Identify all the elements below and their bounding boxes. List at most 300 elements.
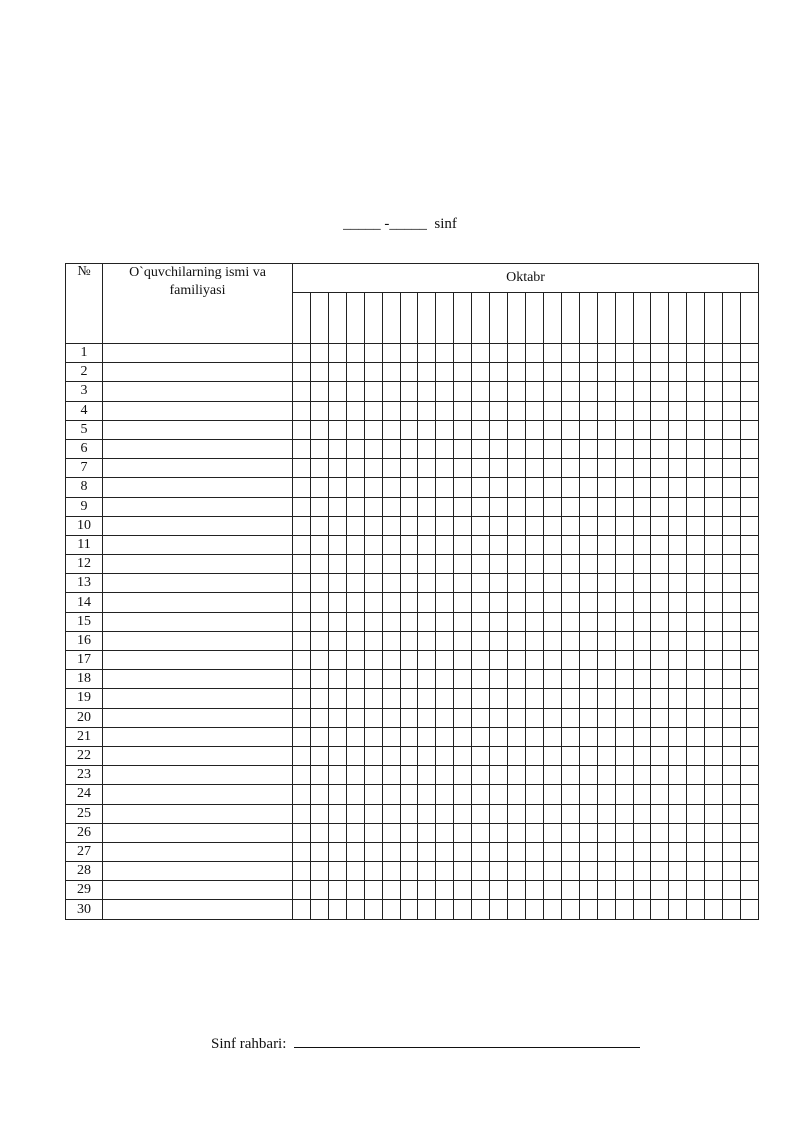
attendance-cell[interactable] (579, 478, 597, 497)
attendance-cell[interactable] (310, 593, 328, 612)
attendance-cell[interactable] (436, 363, 454, 382)
attendance-cell[interactable] (472, 363, 490, 382)
attendance-cell[interactable] (741, 612, 759, 631)
student-name-cell[interactable] (103, 612, 293, 631)
attendance-cell[interactable] (669, 842, 687, 861)
attendance-cell[interactable] (669, 574, 687, 593)
attendance-cell[interactable] (597, 670, 615, 689)
attendance-cell[interactable] (651, 804, 669, 823)
attendance-cell[interactable] (364, 727, 382, 746)
attendance-cell[interactable] (454, 420, 472, 439)
attendance-cell[interactable] (293, 823, 311, 842)
attendance-cell[interactable] (597, 401, 615, 420)
attendance-cell[interactable] (508, 344, 526, 363)
attendance-cell[interactable] (561, 900, 579, 919)
attendance-cell[interactable] (418, 401, 436, 420)
student-name-cell[interactable] (103, 900, 293, 919)
attendance-cell[interactable] (364, 689, 382, 708)
student-name-cell[interactable] (103, 727, 293, 746)
attendance-cell[interactable] (705, 900, 723, 919)
attendance-cell[interactable] (310, 401, 328, 420)
attendance-cell[interactable] (364, 862, 382, 881)
attendance-cell[interactable] (579, 766, 597, 785)
attendance-cell[interactable] (293, 842, 311, 861)
attendance-cell[interactable] (364, 516, 382, 535)
attendance-cell[interactable] (400, 900, 418, 919)
attendance-cell[interactable] (490, 516, 508, 535)
attendance-cell[interactable] (741, 439, 759, 458)
attendance-cell[interactable] (454, 823, 472, 842)
attendance-cell[interactable] (346, 823, 364, 842)
attendance-cell[interactable] (490, 497, 508, 516)
attendance-cell[interactable] (723, 574, 741, 593)
attendance-cell[interactable] (418, 344, 436, 363)
attendance-cell[interactable] (543, 382, 561, 401)
attendance-cell[interactable] (293, 535, 311, 554)
attendance-cell[interactable] (293, 804, 311, 823)
attendance-cell[interactable] (472, 535, 490, 554)
attendance-cell[interactable] (561, 823, 579, 842)
attendance-cell[interactable] (669, 708, 687, 727)
attendance-cell[interactable] (741, 363, 759, 382)
attendance-cell[interactable] (579, 689, 597, 708)
attendance-cell[interactable] (597, 823, 615, 842)
attendance-cell[interactable] (651, 670, 669, 689)
student-name-cell[interactable] (103, 516, 293, 535)
attendance-cell[interactable] (508, 900, 526, 919)
attendance-cell[interactable] (310, 420, 328, 439)
attendance-cell[interactable] (615, 344, 633, 363)
attendance-cell[interactable] (490, 804, 508, 823)
attendance-cell[interactable] (579, 363, 597, 382)
attendance-cell[interactable] (525, 497, 543, 516)
attendance-cell[interactable] (328, 631, 346, 650)
attendance-cell[interactable] (472, 555, 490, 574)
student-name-cell[interactable] (103, 363, 293, 382)
attendance-cell[interactable] (705, 420, 723, 439)
attendance-cell[interactable] (328, 516, 346, 535)
attendance-cell[interactable] (687, 459, 705, 478)
attendance-cell[interactable] (723, 459, 741, 478)
attendance-cell[interactable] (723, 746, 741, 765)
attendance-cell[interactable] (328, 881, 346, 900)
attendance-cell[interactable] (669, 881, 687, 900)
attendance-cell[interactable] (651, 555, 669, 574)
student-name-cell[interactable] (103, 862, 293, 881)
attendance-cell[interactable] (418, 631, 436, 650)
attendance-cell[interactable] (633, 746, 651, 765)
attendance-cell[interactable] (669, 344, 687, 363)
attendance-cell[interactable] (543, 631, 561, 650)
attendance-cell[interactable] (418, 555, 436, 574)
attendance-cell[interactable] (400, 612, 418, 631)
attendance-cell[interactable] (328, 900, 346, 919)
attendance-cell[interactable] (400, 459, 418, 478)
attendance-cell[interactable] (400, 631, 418, 650)
attendance-cell[interactable] (364, 382, 382, 401)
attendance-cell[interactable] (687, 842, 705, 861)
attendance-cell[interactable] (669, 766, 687, 785)
attendance-cell[interactable] (705, 785, 723, 804)
attendance-cell[interactable] (543, 497, 561, 516)
attendance-cell[interactable] (633, 708, 651, 727)
attendance-cell[interactable] (687, 497, 705, 516)
attendance-cell[interactable] (508, 881, 526, 900)
attendance-cell[interactable] (705, 497, 723, 516)
attendance-cell[interactable] (328, 766, 346, 785)
attendance-cell[interactable] (525, 689, 543, 708)
attendance-cell[interactable] (418, 823, 436, 842)
attendance-cell[interactable] (382, 555, 400, 574)
attendance-cell[interactable] (705, 535, 723, 554)
attendance-cell[interactable] (508, 689, 526, 708)
attendance-cell[interactable] (400, 708, 418, 727)
attendance-cell[interactable] (472, 881, 490, 900)
attendance-cell[interactable] (651, 651, 669, 670)
attendance-cell[interactable] (490, 439, 508, 458)
attendance-cell[interactable] (472, 439, 490, 458)
attendance-cell[interactable] (705, 708, 723, 727)
attendance-cell[interactable] (597, 862, 615, 881)
attendance-cell[interactable] (346, 401, 364, 420)
attendance-cell[interactable] (472, 631, 490, 650)
attendance-cell[interactable] (454, 344, 472, 363)
attendance-cell[interactable] (346, 862, 364, 881)
attendance-cell[interactable] (633, 766, 651, 785)
attendance-cell[interactable] (687, 727, 705, 746)
attendance-cell[interactable] (561, 420, 579, 439)
attendance-cell[interactable] (436, 785, 454, 804)
attendance-cell[interactable] (615, 670, 633, 689)
attendance-cell[interactable] (741, 401, 759, 420)
attendance-cell[interactable] (687, 689, 705, 708)
attendance-cell[interactable] (525, 363, 543, 382)
attendance-cell[interactable] (723, 535, 741, 554)
attendance-cell[interactable] (346, 382, 364, 401)
attendance-cell[interactable] (669, 746, 687, 765)
attendance-cell[interactable] (508, 574, 526, 593)
student-name-cell[interactable] (103, 823, 293, 842)
attendance-cell[interactable] (490, 842, 508, 861)
attendance-cell[interactable] (490, 746, 508, 765)
attendance-cell[interactable] (561, 363, 579, 382)
attendance-cell[interactable] (436, 401, 454, 420)
day-header-cell[interactable] (418, 293, 436, 344)
attendance-cell[interactable] (741, 382, 759, 401)
attendance-cell[interactable] (454, 401, 472, 420)
attendance-cell[interactable] (561, 593, 579, 612)
attendance-cell[interactable] (723, 382, 741, 401)
attendance-cell[interactable] (669, 670, 687, 689)
attendance-cell[interactable] (436, 439, 454, 458)
attendance-cell[interactable] (508, 516, 526, 535)
attendance-cell[interactable] (436, 727, 454, 746)
attendance-cell[interactable] (346, 900, 364, 919)
attendance-cell[interactable] (418, 881, 436, 900)
attendance-cell[interactable] (615, 746, 633, 765)
attendance-cell[interactable] (328, 708, 346, 727)
attendance-cell[interactable] (723, 651, 741, 670)
attendance-cell[interactable] (400, 651, 418, 670)
attendance-cell[interactable] (723, 823, 741, 842)
attendance-cell[interactable] (508, 862, 526, 881)
attendance-cell[interactable] (454, 900, 472, 919)
attendance-cell[interactable] (687, 881, 705, 900)
attendance-cell[interactable] (418, 420, 436, 439)
attendance-cell[interactable] (633, 823, 651, 842)
attendance-cell[interactable] (669, 420, 687, 439)
attendance-cell[interactable] (615, 881, 633, 900)
attendance-cell[interactable] (543, 612, 561, 631)
attendance-cell[interactable] (400, 382, 418, 401)
attendance-cell[interactable] (687, 516, 705, 535)
attendance-cell[interactable] (669, 555, 687, 574)
attendance-cell[interactable] (472, 670, 490, 689)
attendance-cell[interactable] (436, 497, 454, 516)
attendance-cell[interactable] (561, 651, 579, 670)
attendance-cell[interactable] (472, 574, 490, 593)
attendance-cell[interactable] (508, 785, 526, 804)
attendance-cell[interactable] (293, 344, 311, 363)
attendance-cell[interactable] (328, 382, 346, 401)
attendance-cell[interactable] (615, 555, 633, 574)
attendance-cell[interactable] (508, 478, 526, 497)
attendance-cell[interactable] (508, 766, 526, 785)
attendance-cell[interactable] (543, 555, 561, 574)
attendance-cell[interactable] (561, 766, 579, 785)
attendance-cell[interactable] (436, 344, 454, 363)
attendance-cell[interactable] (543, 670, 561, 689)
attendance-cell[interactable] (346, 478, 364, 497)
attendance-cell[interactable] (346, 631, 364, 650)
attendance-cell[interactable] (741, 574, 759, 593)
attendance-cell[interactable] (293, 785, 311, 804)
attendance-cell[interactable] (293, 593, 311, 612)
attendance-cell[interactable] (543, 881, 561, 900)
attendance-cell[interactable] (508, 708, 526, 727)
attendance-cell[interactable] (723, 401, 741, 420)
attendance-cell[interactable] (508, 497, 526, 516)
attendance-cell[interactable] (418, 363, 436, 382)
attendance-cell[interactable] (454, 459, 472, 478)
student-name-cell[interactable] (103, 804, 293, 823)
attendance-cell[interactable] (615, 631, 633, 650)
attendance-cell[interactable] (723, 689, 741, 708)
attendance-cell[interactable] (525, 631, 543, 650)
attendance-cell[interactable] (418, 862, 436, 881)
student-name-cell[interactable] (103, 785, 293, 804)
attendance-cell[interactable] (454, 631, 472, 650)
attendance-cell[interactable] (346, 670, 364, 689)
attendance-cell[interactable] (436, 881, 454, 900)
attendance-cell[interactable] (669, 631, 687, 650)
attendance-cell[interactable] (597, 516, 615, 535)
attendance-cell[interactable] (346, 766, 364, 785)
attendance-cell[interactable] (741, 555, 759, 574)
attendance-cell[interactable] (615, 574, 633, 593)
attendance-cell[interactable] (293, 612, 311, 631)
attendance-cell[interactable] (561, 689, 579, 708)
attendance-cell[interactable] (400, 862, 418, 881)
attendance-cell[interactable] (633, 785, 651, 804)
attendance-cell[interactable] (543, 766, 561, 785)
attendance-cell[interactable] (651, 900, 669, 919)
attendance-cell[interactable] (436, 478, 454, 497)
attendance-cell[interactable] (633, 574, 651, 593)
attendance-cell[interactable] (669, 785, 687, 804)
attendance-cell[interactable] (633, 727, 651, 746)
attendance-cell[interactable] (400, 535, 418, 554)
attendance-cell[interactable] (723, 900, 741, 919)
attendance-cell[interactable] (543, 535, 561, 554)
attendance-cell[interactable] (723, 420, 741, 439)
student-name-cell[interactable] (103, 344, 293, 363)
attendance-cell[interactable] (310, 382, 328, 401)
attendance-cell[interactable] (633, 881, 651, 900)
day-header-cell[interactable] (741, 293, 759, 344)
attendance-cell[interactable] (472, 651, 490, 670)
attendance-cell[interactable] (651, 497, 669, 516)
attendance-cell[interactable] (382, 727, 400, 746)
attendance-cell[interactable] (400, 727, 418, 746)
attendance-cell[interactable] (579, 881, 597, 900)
attendance-cell[interactable] (508, 612, 526, 631)
attendance-cell[interactable] (436, 746, 454, 765)
attendance-cell[interactable] (705, 651, 723, 670)
attendance-cell[interactable] (633, 651, 651, 670)
attendance-cell[interactable] (561, 746, 579, 765)
attendance-cell[interactable] (579, 804, 597, 823)
day-header-cell[interactable] (525, 293, 543, 344)
attendance-cell[interactable] (346, 593, 364, 612)
attendance-cell[interactable] (400, 344, 418, 363)
attendance-cell[interactable] (490, 631, 508, 650)
attendance-cell[interactable] (400, 823, 418, 842)
attendance-cell[interactable] (705, 862, 723, 881)
attendance-cell[interactable] (400, 439, 418, 458)
attendance-cell[interactable] (364, 631, 382, 650)
attendance-cell[interactable] (364, 612, 382, 631)
attendance-cell[interactable] (723, 766, 741, 785)
day-header-cell[interactable] (561, 293, 579, 344)
student-name-cell[interactable] (103, 420, 293, 439)
student-name-cell[interactable] (103, 881, 293, 900)
attendance-cell[interactable] (633, 439, 651, 458)
attendance-cell[interactable] (490, 651, 508, 670)
attendance-cell[interactable] (454, 862, 472, 881)
attendance-cell[interactable] (651, 823, 669, 842)
attendance-cell[interactable] (508, 401, 526, 420)
attendance-cell[interactable] (705, 574, 723, 593)
attendance-cell[interactable] (597, 420, 615, 439)
attendance-cell[interactable] (723, 516, 741, 535)
attendance-cell[interactable] (705, 804, 723, 823)
day-header-cell[interactable] (310, 293, 328, 344)
attendance-cell[interactable] (597, 535, 615, 554)
attendance-cell[interactable] (346, 459, 364, 478)
attendance-cell[interactable] (579, 459, 597, 478)
student-name-cell[interactable] (103, 651, 293, 670)
attendance-cell[interactable] (741, 478, 759, 497)
attendance-cell[interactable] (382, 439, 400, 458)
attendance-cell[interactable] (472, 842, 490, 861)
attendance-cell[interactable] (579, 497, 597, 516)
attendance-cell[interactable] (723, 344, 741, 363)
attendance-cell[interactable] (400, 785, 418, 804)
attendance-cell[interactable] (687, 535, 705, 554)
attendance-cell[interactable] (382, 631, 400, 650)
attendance-cell[interactable] (579, 746, 597, 765)
attendance-cell[interactable] (382, 670, 400, 689)
attendance-cell[interactable] (400, 363, 418, 382)
attendance-cell[interactable] (633, 612, 651, 631)
student-name-cell[interactable] (103, 382, 293, 401)
attendance-cell[interactable] (525, 842, 543, 861)
attendance-cell[interactable] (687, 439, 705, 458)
attendance-cell[interactable] (346, 344, 364, 363)
attendance-cell[interactable] (293, 670, 311, 689)
attendance-cell[interactable] (651, 593, 669, 612)
attendance-cell[interactable] (687, 555, 705, 574)
attendance-cell[interactable] (741, 804, 759, 823)
day-header-cell[interactable] (723, 293, 741, 344)
attendance-cell[interactable] (741, 785, 759, 804)
attendance-cell[interactable] (543, 823, 561, 842)
attendance-cell[interactable] (615, 363, 633, 382)
attendance-cell[interactable] (346, 516, 364, 535)
attendance-cell[interactable] (418, 535, 436, 554)
attendance-cell[interactable] (561, 344, 579, 363)
attendance-cell[interactable] (579, 555, 597, 574)
attendance-cell[interactable] (615, 497, 633, 516)
attendance-cell[interactable] (687, 708, 705, 727)
attendance-cell[interactable] (346, 574, 364, 593)
attendance-cell[interactable] (669, 439, 687, 458)
attendance-cell[interactable] (597, 746, 615, 765)
attendance-cell[interactable] (454, 535, 472, 554)
attendance-cell[interactable] (436, 420, 454, 439)
attendance-cell[interactable] (579, 842, 597, 861)
attendance-cell[interactable] (597, 478, 615, 497)
student-name-cell[interactable] (103, 459, 293, 478)
attendance-cell[interactable] (508, 823, 526, 842)
attendance-cell[interactable] (382, 497, 400, 516)
attendance-cell[interactable] (669, 862, 687, 881)
student-name-cell[interactable] (103, 670, 293, 689)
attendance-cell[interactable] (651, 574, 669, 593)
attendance-cell[interactable] (543, 459, 561, 478)
attendance-cell[interactable] (454, 555, 472, 574)
attendance-cell[interactable] (346, 363, 364, 382)
attendance-cell[interactable] (346, 708, 364, 727)
attendance-cell[interactable] (490, 708, 508, 727)
attendance-cell[interactable] (615, 593, 633, 612)
attendance-cell[interactable] (490, 612, 508, 631)
attendance-cell[interactable] (454, 574, 472, 593)
attendance-cell[interactable] (382, 785, 400, 804)
attendance-cell[interactable] (310, 459, 328, 478)
attendance-cell[interactable] (615, 708, 633, 727)
attendance-cell[interactable] (508, 555, 526, 574)
attendance-cell[interactable] (310, 439, 328, 458)
attendance-cell[interactable] (705, 439, 723, 458)
attendance-cell[interactable] (346, 555, 364, 574)
attendance-cell[interactable] (615, 862, 633, 881)
attendance-cell[interactable] (490, 785, 508, 804)
attendance-cell[interactable] (382, 382, 400, 401)
attendance-cell[interactable] (454, 439, 472, 458)
attendance-cell[interactable] (633, 497, 651, 516)
